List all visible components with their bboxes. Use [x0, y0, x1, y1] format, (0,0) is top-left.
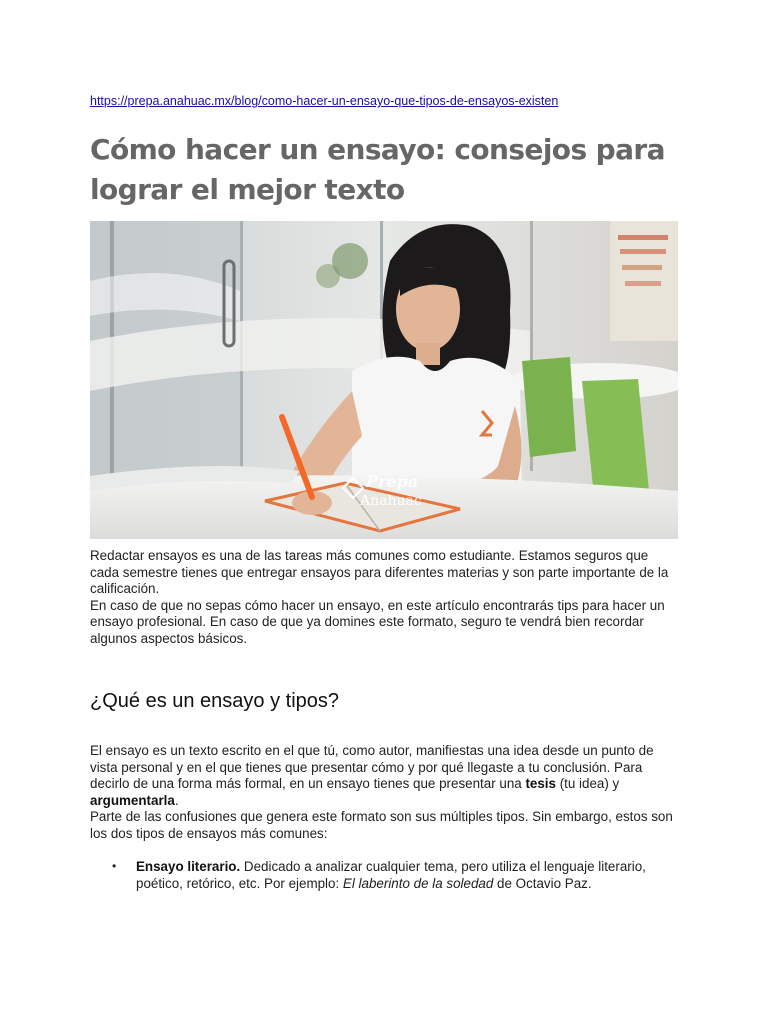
definition-text-a: El ensayo es un texto escrito en el que tú, como autor, manifiestas una idea desde un punto de vista personal y en el que tienes que presentar cómo y por qué llegaste a tu conclusión. Para decirlo de una forma más formal, en un ensayo tienes que presentar una: [90, 743, 654, 791]
definition-text-b: (tu idea) y: [555, 776, 620, 791]
term-argumentarla: argumentarla: [90, 792, 175, 808]
intro-line-1: Redactar ensayos es una de las tareas más comunes como estudiante. Estamos seguros que cada semestre tienes que entregar ensayos para diferentes materias y son parte importante de la calificación.: [90, 548, 669, 596]
definition-text-c: .: [174, 792, 179, 808]
definition-text: [90, 743, 680, 809]
item-title: Ensayo literario.: [136, 859, 241, 874]
item-text: Dedicado a analizar cualquier tema, pero utiliza el lenguaje literario, poético, retórico, etc. Por ejemplo:: [136, 859, 646, 891]
student-writing-photo: [90, 221, 678, 539]
watermark-prepa: Prepa: [366, 472, 419, 491]
term-tesis: tesis: [525, 776, 556, 791]
intro-paragraph: [90, 548, 680, 647]
watermark-anahuac: Anahuac: [360, 493, 422, 509]
types-intro-text: Parte de las confusiones que genera este formato son sus múltiples tipos. Sin embargo, estos son los dos tipos de ensayos más comunes:: [90, 809, 673, 841]
item-book-title: El laberinto de la soledad: [342, 876, 494, 891]
section-heading: ¿Qué es un ensayo y tipos?: [90, 690, 340, 712]
bullet-icon: •: [112, 859, 117, 873]
hero-photo: [90, 221, 678, 539]
list-item: [90, 858, 680, 892]
definition-paragraph: [90, 743, 680, 842]
intro-line-2: En caso de que no sepas cómo hacer un ensayo, en este artículo encontrarás tips para hacer un ensayo profesional. En caso de que ya domines este formato, seguro te vendrá bien recordar algunos aspectos básicos.: [90, 597, 665, 646]
source-link[interactable]: https://prepa.anahuac.mx/blog/como-hacer-un-ensayo-que-tipos-de-ensayos-existen: [90, 94, 559, 108]
item-text-end: de Octavio Paz.: [493, 876, 592, 891]
essay-types-list: [90, 858, 680, 892]
page-title: Cómo hacer un ensayo: consejos para lograr el mejor texto: [90, 133, 665, 206]
